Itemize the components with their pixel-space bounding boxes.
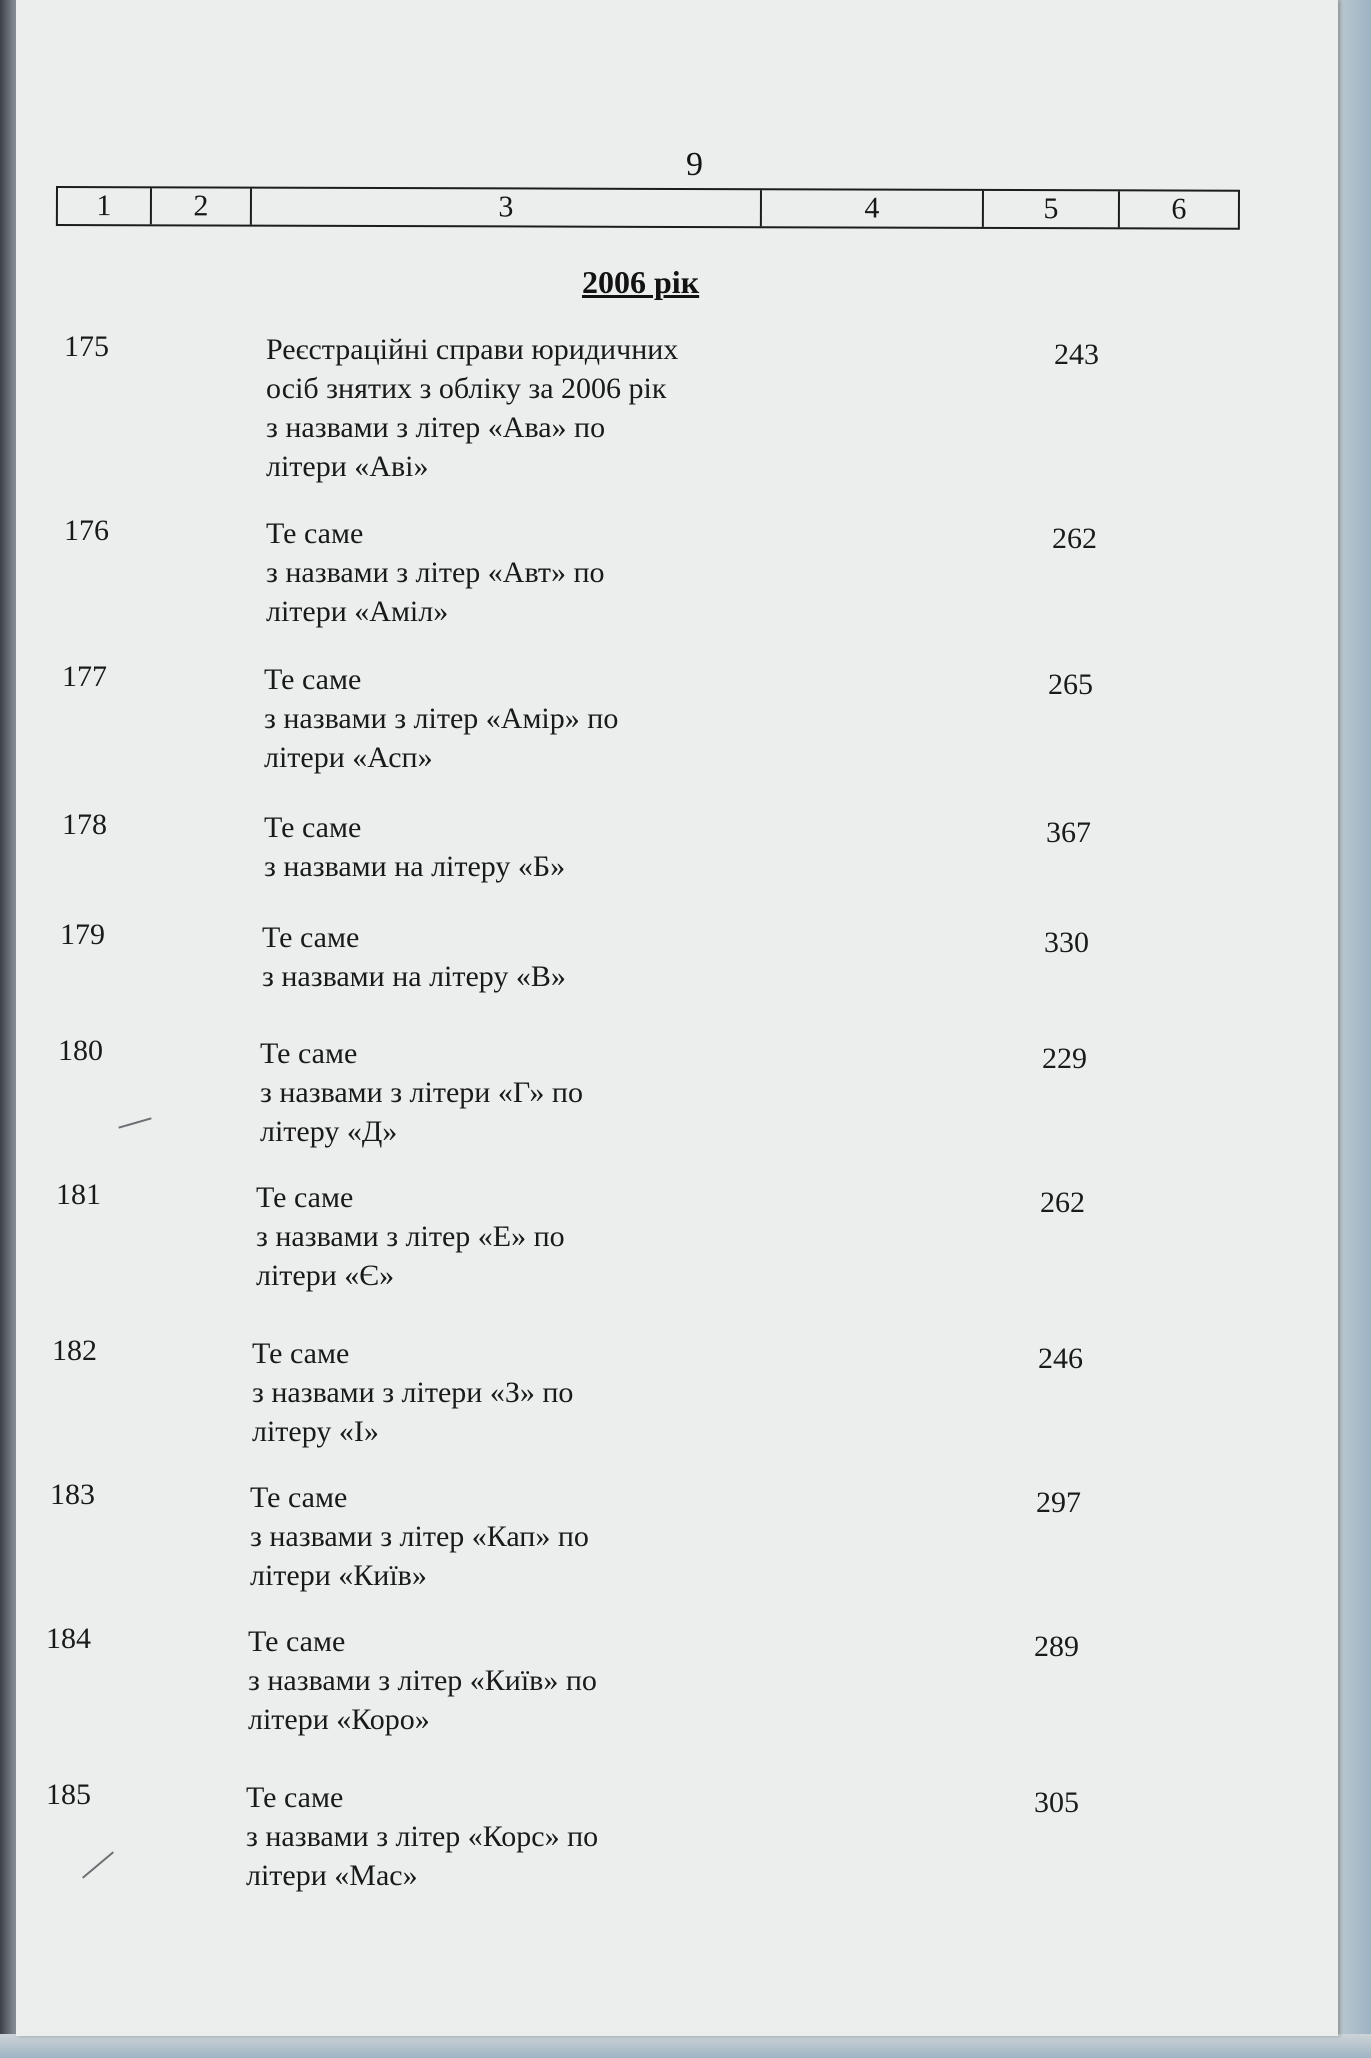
table-row [46,1778,1106,1898]
sheet-count: 262 [1052,522,1097,555]
row-description [250,1478,589,1595]
description-line: Реєстраційні справи юридичних [266,333,679,366]
description-line: Те саме [264,811,362,844]
description-line: Те саме [248,1625,346,1658]
sheet-count: 262 [1040,1186,1085,1219]
description-line: Те саме [260,1037,358,1070]
sheet-count: 243 [1054,338,1099,371]
row-description [264,660,618,777]
description-line: осіб знятих з обліку за 2006 рік [266,372,667,405]
blue-cover-edge [1341,0,1371,2058]
row-number: 177 [62,660,107,693]
row-description [266,330,678,486]
row-description [256,1178,565,1295]
description-line: літеру «Д» [260,1115,398,1148]
column-header-6: 6 [1171,192,1187,226]
bottom-cover-edge [0,2034,1371,2058]
description-line: Те саме [256,1181,354,1214]
row-number: 180 [58,1034,103,1067]
sheet-count: 297 [1036,1486,1081,1519]
description-line: з назвами з літер «Ава» по [266,411,606,444]
row-description [252,1334,573,1451]
description-line: Те саме [264,663,362,696]
description-line: літери «Аві» [266,450,429,483]
row-description [262,918,566,996]
column-header-4: 4 [762,190,984,227]
row-number: 178 [62,808,107,841]
table-row [46,1622,1106,1742]
description-line: літери «Аміл» [266,595,449,628]
description-line: з назвами на літеру «В» [262,960,566,993]
description-line: літери «Асп» [264,741,433,774]
row-number: 176 [64,514,109,547]
table-row [62,808,1122,928]
column-header-3: 3 [252,189,762,227]
row-description [264,808,565,886]
row-number: 183 [50,1478,95,1511]
row-number: 175 [64,330,109,363]
table-row [52,1334,1112,1454]
page-number: 9 [686,146,703,183]
section-heading: 2006 рік [582,264,700,300]
column-header-5: 5 [984,191,1120,227]
row-description [246,1778,598,1895]
table-row [62,660,1122,780]
row-number: 185 [46,1778,91,1811]
table-row [64,330,1124,483]
document-page [16,0,1338,2036]
column-header-1: 1 [58,188,152,224]
sheet-count: 265 [1048,668,1093,701]
row-number: 182 [52,1334,97,1367]
description-line: Те саме [266,517,364,550]
row-description [260,1034,583,1151]
row-description [266,514,605,631]
description-line: літери «Мас» [246,1859,418,1892]
table-row [56,1178,1116,1298]
row-number: 181 [56,1178,101,1211]
sheet-count: 367 [1046,816,1091,849]
sheet-count: 330 [1044,926,1089,959]
description-line: Те саме [252,1337,350,1370]
description-line: з назвами з літер «Корс» по [246,1820,599,1853]
column-header-table [56,186,1240,230]
table-row [58,1034,1118,1154]
description-line: літери «Є» [256,1259,395,1292]
sheet-count: 246 [1038,1342,1083,1375]
sheet-count: 229 [1042,1042,1087,1075]
description-line: літери «Коро» [248,1703,430,1736]
description-line: з назвами з літери «З» по [252,1376,574,1409]
description-line: з назвами на літеру «Б» [264,850,566,883]
sheet-count: 305 [1034,1786,1079,1819]
description-line: Те саме [250,1481,348,1514]
table-row [50,1478,1110,1598]
row-number: 179 [60,918,105,951]
description-line: з назвами з літер «Київ» по [248,1664,597,1697]
column-header-2: 2 [152,188,252,224]
table-row [64,514,1124,634]
description-line: літери «Київ» [250,1559,427,1592]
description-line: літеру «І» [252,1415,379,1448]
description-line: з назвами з літер «Авт» по [266,556,605,589]
description-line: з назвами з літер «Амір» по [264,702,619,735]
description-line: Те саме [262,921,360,954]
description-line: з назвами з літер «Е» по [256,1220,565,1253]
description-line: з назвами з літер «Кап» по [250,1520,589,1553]
sheet-count: 289 [1034,1630,1079,1663]
table-row [60,918,1120,1038]
description-line: з назвами з літери «Г» по [260,1076,583,1109]
description-line: Те саме [246,1781,344,1814]
row-number: 184 [46,1622,91,1655]
row-description [248,1622,597,1739]
